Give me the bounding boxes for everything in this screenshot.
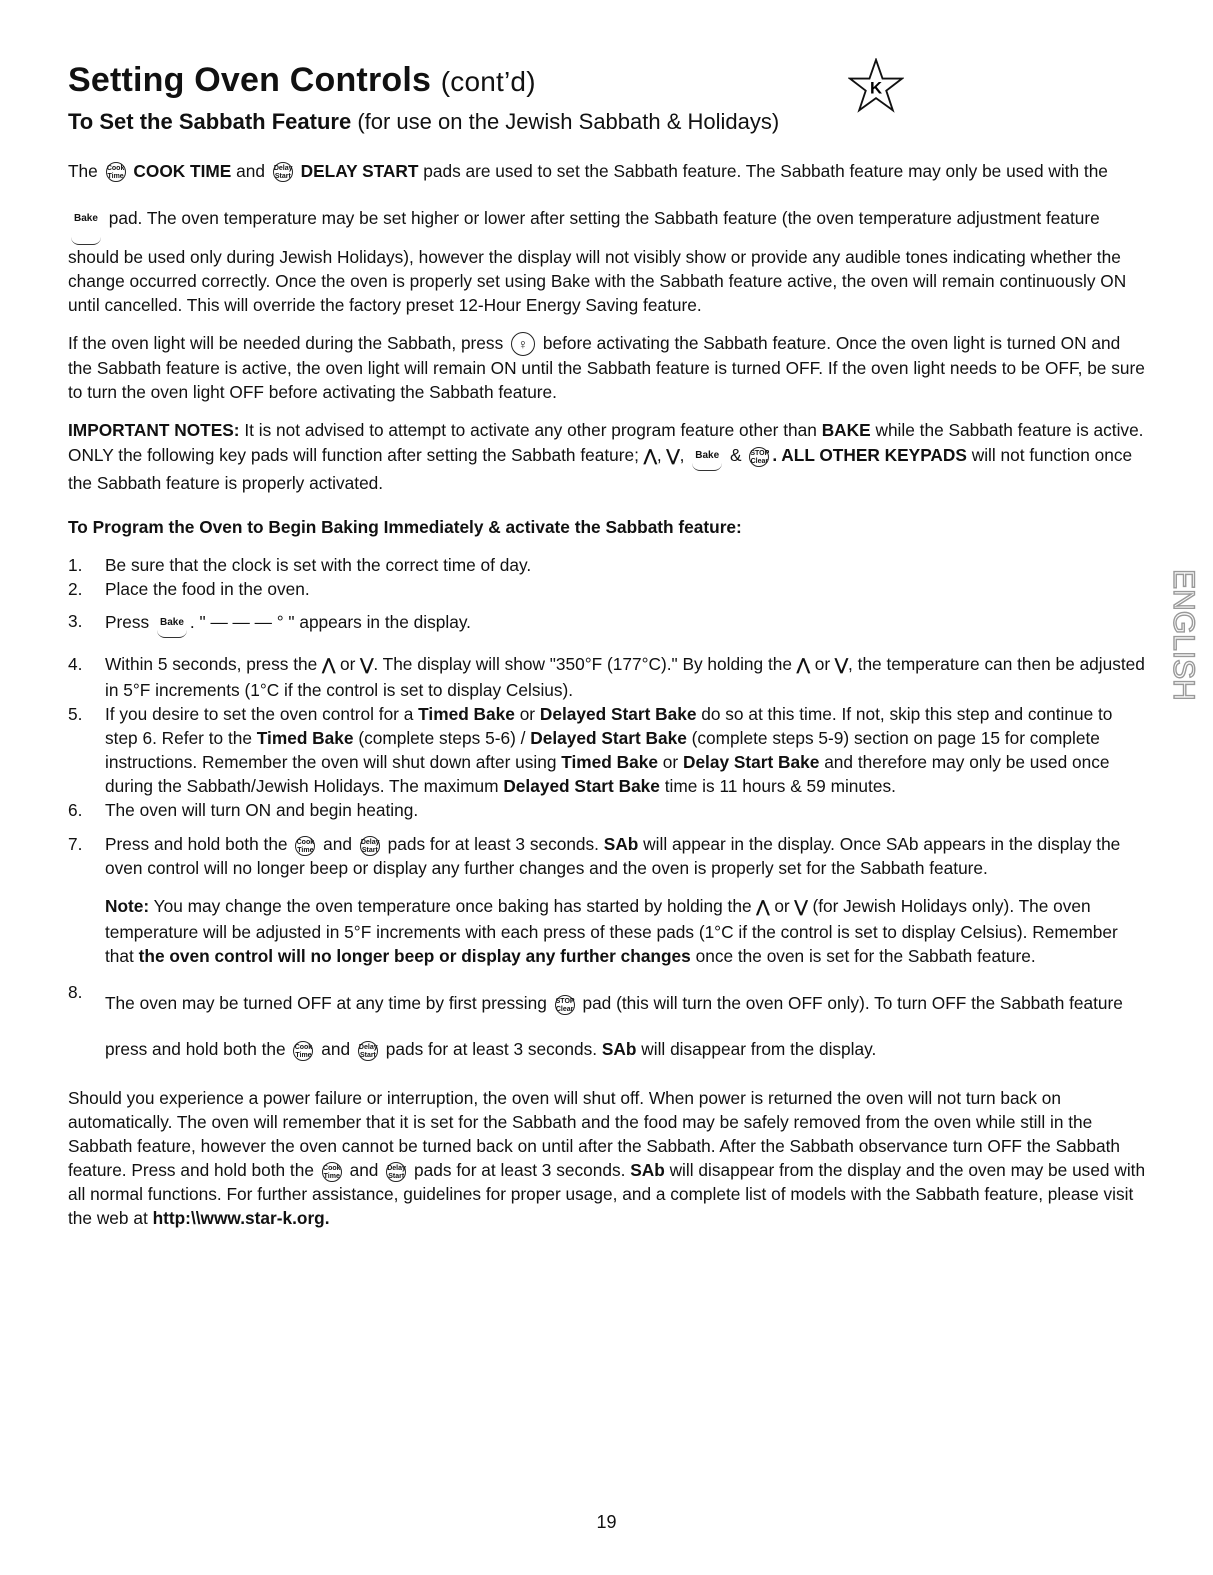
up-arrow-icon: ⋀ xyxy=(643,448,657,466)
list-item: 4. Within 5 seconds, press the ⋀ or ⋁. The display will show "350°F (177°C)." By holding the ⋀ or ⋁, the temperature can then be adjusted in 5°F increments (1°C if the control is set to display Celsius). xyxy=(68,654,1145,701)
program-steps xyxy=(68,553,1148,1072)
down-arrow-icon: ⋁ xyxy=(794,899,808,917)
star-k-link[interactable]: http:\\www.star-k.org. xyxy=(152,1208,330,1229)
bake-icon: Bake xyxy=(71,194,101,245)
page-title: Setting Oven Controls (cont’d) xyxy=(68,61,536,99)
list-item: 3. Press Bake . " — — — ° " appears in the display. xyxy=(68,609,1148,638)
delay-start-icon: Delay Start xyxy=(273,162,293,182)
star-k-logo-icon xyxy=(848,58,904,114)
page-number: 19 xyxy=(596,1512,617,1532)
cook-time-icon: Cook Time xyxy=(293,1041,313,1061)
closing-paragraph: Should you experience a power failure or interruption, the oven will shut off. When power is returned the oven will not turn back on automatically. The oven will remember that it is set for the Sabbath and the food may be safely removed from the oven while still in the Sabbath feature, however the oven cannot be turned back on until after the Sabbath. After the Sabbath observance turn OFF the Sabbath feature. Press and hold both the Cook Time and Delay Start pads for at least 3 seconds. SAb will disappear from the display and the oven may be used with all normal functions. For further assistance, guidelines for proper usage, and a complete list of models with the Sabbath feature, please visit the web at http:\\www.star-k.org. xyxy=(68,1088,1146,1229)
list-item: 7. Press and hold both the Cook Time and Delay Start pads for at least 3 seconds. SAb will appear in the display. Once SAb appears in the display the oven control will no longer beep or display any further changes and the oven is properly set for the Sabbath feature. Note: You may change the oven temperature once baking has started by holding the ⋀ or ⋁ (for Jewish Holidays only). The oven temperature will be adjusted in 5°F increments with each press of these pads (1°C if the control is set to display Celsius). Remember that the oven control will no longer beep or display any further changes once the oven is set for the Sabbath feature. xyxy=(68,832,1148,968)
cook-time-icon: Cook Time xyxy=(295,836,315,856)
svg-text:ENGLISH: ENGLISH xyxy=(1167,569,1201,701)
bake-icon: Bake xyxy=(157,609,187,638)
stop-clear-icon: STOP Clear xyxy=(555,995,575,1015)
list-item: 8. The oven may be turned OFF at any time by first pressing STOP Clear pad (this will turn the oven OFF only). To turn OFF the Sabbath feature press and hold both the Cook Time and Delay Start pads for at least 3 seconds. SAb will disappear from the display. xyxy=(68,982,1123,1060)
down-arrow-icon: ⋁ xyxy=(360,657,374,675)
up-arrow-icon: ⋀ xyxy=(796,657,810,675)
note-block: Note: You may change the oven temperature once baking has started by holding the ⋀ or ⋁ (for Jewish Holidays only). The oven temperature will be adjusted in 5°F increments with each press of these pads (1°C if the control is set to display Celsius). Remember that the oven control will no longer beep or display any further changes once the oven is set for the Sabbath feature. xyxy=(105,896,1118,967)
oven-light-icon: ♀ xyxy=(511,332,535,356)
delay-start-icon: Delay Start xyxy=(386,1162,406,1182)
oven-light-paragraph: If the oven light will be needed during the Sabbath, press ♀ before activating the Sabbath feature. Once the oven light is turned ON and the Sabbath feature is active, the oven light will remain ON until the Sabbath feature is turned OFF. If the oven light needs to be OFF, be sure to turn the oven light OFF before activating the Sabbath feature. xyxy=(68,333,1145,403)
down-arrow-icon: ⋁ xyxy=(834,657,849,675)
up-arrow-icon: ⋀ xyxy=(322,657,336,675)
cook-time-icon: Cook Time xyxy=(106,162,126,182)
important-notes: IMPORTANT NOTES: It is not advised to attempt to activate any other program feature other than BAKE while the Sabbath feature is active. ONLY the following key pads will function after setting the Sabbath feature; ⋀, ⋁, Bake & STOP Clear . ALL OTHER KEYPADS will not function once the Sabbath feature is properly activated. xyxy=(68,420,1144,494)
cook-time-icon: Cook Time xyxy=(322,1162,342,1182)
down-arrow-icon: ⋁ xyxy=(666,448,680,466)
intro-paragraph: The Cook Time COOK TIME and Delay Start DELAY START pads are used to set the Sabbath feature. The Sabbath feature may only be used with the Bake pad. The oven temperature may be set higher or lower after setting the Sabbath feature (the oven temperature adjustment feature should be used only during Jewish Holidays), however the display will not visibly show or provide any audible tones indicating whether the change occurred correctly. Once the oven is properly set using Bake with the Sabbath feature active, the oven will remain continuously ON until cancelled. This will override the factory preset 12-Hour Energy Saving feature. xyxy=(68,161,1127,315)
list-item: 5. If you desire to set the oven control for a Timed Bake or Delayed Start Bake do so at this time. If not, skip this step and continue to step 6. Refer to the Timed Bake (complete steps 5-6) / Delayed Start Bake (complete steps 5-9) section on page 15 for complete instructions. Remember the oven will shut down after using Timed Bake or Delay Start Bake and therefore may only be used once during the Sabbath/Jewish Holidays. The maximum Delayed Start Bake time is 11 hours & 59 minutes. xyxy=(68,704,1113,797)
svg-text:K: K xyxy=(869,78,883,98)
bake-icon: Bake xyxy=(692,442,722,471)
stop-clear-icon: STOP Clear xyxy=(749,447,769,467)
delay-start-icon: Delay Start xyxy=(358,1041,378,1061)
list-item: 6. The oven will turn ON and begin heating. xyxy=(68,800,419,821)
list-item: 2. Place the food in the oven. xyxy=(68,579,310,600)
side-tab-english xyxy=(1162,560,1202,710)
program-heading: To Program the Oven to Begin Baking Immediately & activate the Sabbath feature: xyxy=(68,517,742,538)
document-page xyxy=(68,60,1148,1230)
section-subtitle: To Set the Sabbath Feature (for use on the Jewish Sabbath & Holidays) xyxy=(68,109,780,134)
list-item: 1. Be sure that the clock is set with the correct time of day. xyxy=(68,555,532,576)
up-arrow-icon: ⋀ xyxy=(756,899,770,917)
delay-start-icon: Delay Start xyxy=(360,836,380,856)
